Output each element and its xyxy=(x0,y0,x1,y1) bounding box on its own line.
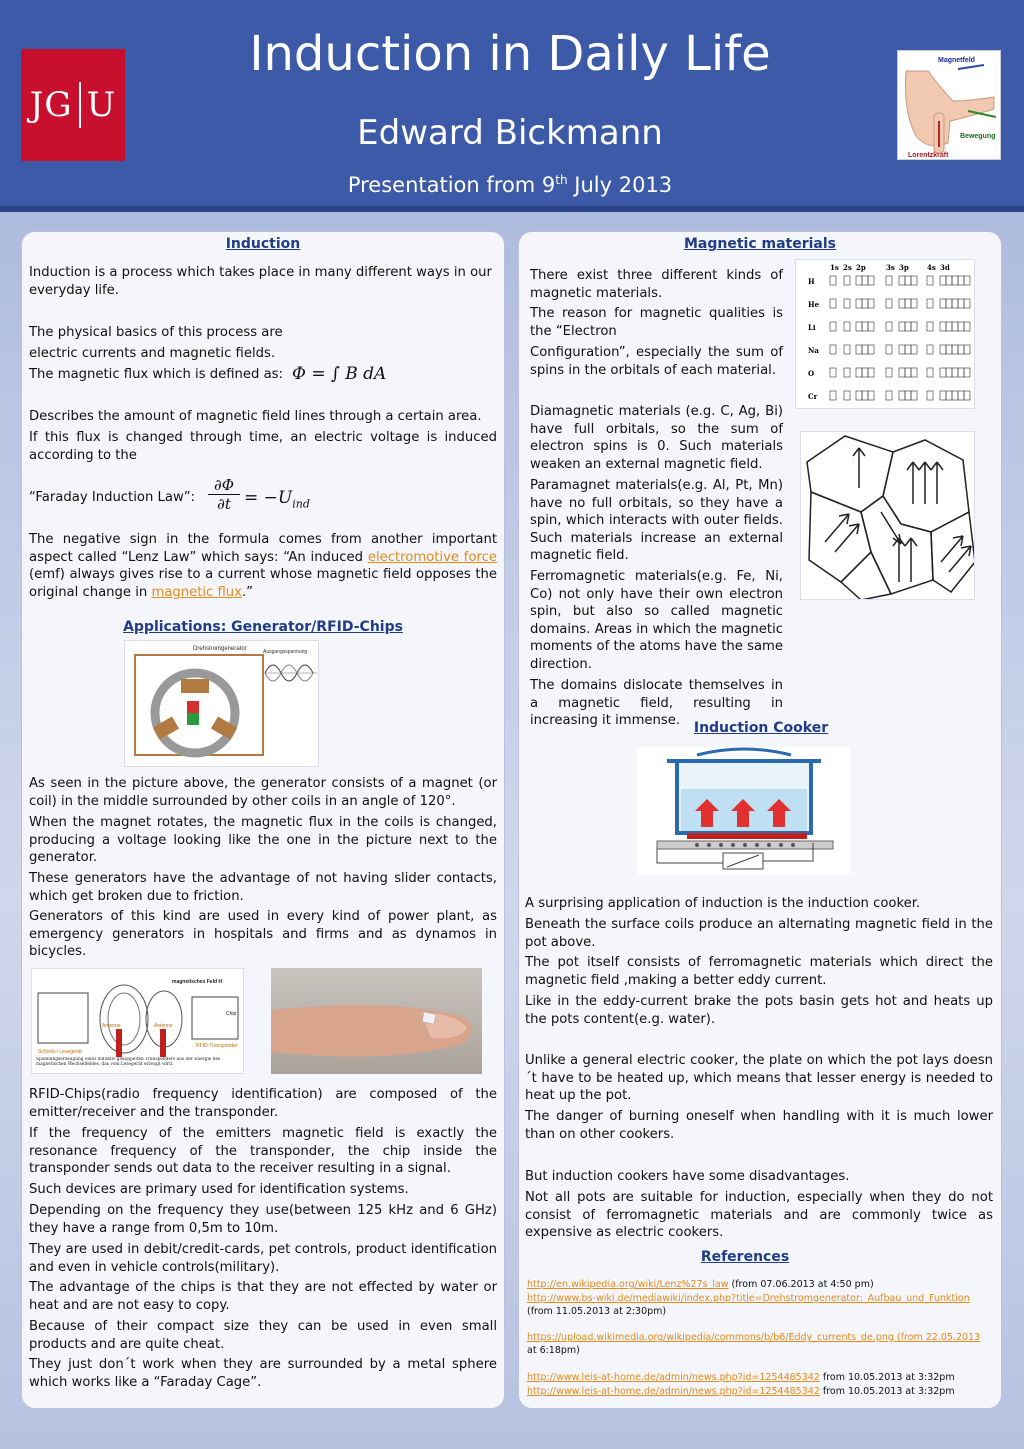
subtitle-post: July 2013 xyxy=(567,173,673,197)
electron-configuration-table xyxy=(795,259,975,409)
orbital-box xyxy=(886,322,892,331)
orbital-box xyxy=(964,299,970,308)
magnetic-p1: There exist three different kinds of magnetic materials. xyxy=(530,268,783,301)
rfid-p2: If the frequency of the emitters magnetic field is exactly the resonance frequency of the transponder, the chip inside the transponder sends out data to the receiver resulting in a signal. xyxy=(29,1126,497,1176)
cooker-p6: The danger of burning oneself when handling with it is much lower than on other cookers. xyxy=(525,1109,993,1142)
reference-item-2 xyxy=(527,1292,987,1318)
reference-date-4: from 10.05.2013 at 3:32pm xyxy=(819,1372,955,1383)
orbital-box xyxy=(868,391,874,400)
generator-p3: These generators have the advantage of not having slider contacts, which get broken due to friction. xyxy=(29,871,497,904)
reference-date-3: at 6:18pm) xyxy=(527,1345,580,1356)
subtitle-sup: th xyxy=(555,173,568,187)
magnetic-flux-link[interactable]: magnetic flux xyxy=(151,584,242,600)
orbital-box xyxy=(946,299,952,308)
logo-divider xyxy=(79,82,81,128)
orbital-box xyxy=(940,391,946,400)
orbital-box xyxy=(905,299,911,308)
paramagnetic-paragraph: Paramagnet materials(e.g. Al, Pt, Mn) have no full orbitals, so they have a spin, which interacts with outer fields. Such materials increase an external magnetic field. xyxy=(530,478,783,563)
orbital-box xyxy=(899,368,905,377)
poster-title: Induction in Daily Life xyxy=(249,26,771,82)
orbital-box xyxy=(899,276,905,285)
induction-title: Induction xyxy=(225,236,301,252)
induction-p3: electric currents and magnetic fields. xyxy=(29,346,276,361)
orbital-box xyxy=(886,299,892,308)
rfid-p7: Because of their compact size they can be used in even small products and are quite cheat. xyxy=(29,1319,497,1352)
orbital-box xyxy=(946,322,952,331)
orbital-box xyxy=(830,276,836,285)
orbital-box xyxy=(886,345,892,354)
generator-image xyxy=(124,640,319,767)
orbital-box xyxy=(856,322,862,331)
orbital-box xyxy=(958,368,964,377)
orbital-box xyxy=(868,345,874,354)
orbital-box xyxy=(940,299,946,308)
reference-item-5 xyxy=(527,1385,987,1398)
induction-p5: Describes the amount of magnetic field lines through a certain area. xyxy=(29,409,482,424)
university-logo xyxy=(21,49,125,161)
element-label: Cr xyxy=(808,392,818,401)
reference-date-5: from 10.05.2013 at 3:32pm xyxy=(819,1386,955,1397)
generator-p4: Generators of this kind are used in every kind of power plant, as emergency generators in hospitals and firms and as dynamos in bicycles. xyxy=(29,909,497,959)
rfid-p6: The advantage of the chips is that they are not effected by water or heat and are not easy to copy. xyxy=(29,1280,497,1313)
hand-label-magnetfeld: Magnetfeld xyxy=(938,57,975,64)
orbital-box xyxy=(905,345,911,354)
orbital-box xyxy=(940,368,946,377)
flux-formula: Φ = ∫ B dA xyxy=(292,364,387,384)
reference-link-3[interactable]: https://upload.wikimedia.org/wikipedia/commons/b/b6/Eddy_currents_de.png (from 22.05.2013 xyxy=(527,1332,981,1343)
orbital-header: 3d xyxy=(940,263,950,272)
orbital-box xyxy=(952,368,958,377)
reference-date-1: (from 07.06.2013 at 4:50 pm) xyxy=(728,1279,874,1290)
orbital-box xyxy=(927,322,933,331)
orbital-box xyxy=(911,276,917,285)
orbital-box xyxy=(958,391,964,400)
orbital-box xyxy=(856,276,862,285)
orbital-box xyxy=(964,322,970,331)
lenz-text-a: The negative sign in the formula comes from another important aspect called “Lenz Law” which says: “An induced xyxy=(29,532,497,565)
magnetic-materials-title: Magnetic materials xyxy=(683,236,837,252)
orbital-box xyxy=(927,368,933,377)
orbital-box xyxy=(958,299,964,308)
orbital-box xyxy=(862,391,868,400)
orbital-box xyxy=(911,368,917,377)
orbital-header: 3s xyxy=(886,263,895,272)
orbital-box xyxy=(844,276,850,285)
lenz-law-paragraph xyxy=(29,531,497,601)
rfid-p1: RFID-Chips(radio frequency identification) are composed of the emitter/receiver and the transponder. xyxy=(29,1087,497,1120)
element-label: Na xyxy=(808,346,819,355)
orbital-box xyxy=(862,345,868,354)
rfid-p5: They are used in debit/credit-cards, pet controls, product identification and even in vehicle controls(military). xyxy=(29,1242,497,1275)
generator-caption: Drehstromgenerator xyxy=(193,646,247,652)
generator-p2: When the magnet rotates, the magnetic flux in the coils is changed, producing a voltage looking like the one in the picture next to the generator. xyxy=(29,815,497,865)
orbital-box xyxy=(830,322,836,331)
orbital-box xyxy=(868,276,874,285)
diamagnetic-paragraph: Diamagnetic materials (e.g. C, Ag, Bi) have full orbitals, so the sum of electron spins is 0. Such materials weaken an external magnetic field. xyxy=(530,404,783,472)
reference-item-1 xyxy=(527,1278,987,1291)
orbital-box xyxy=(911,322,917,331)
orbital-box xyxy=(958,322,964,331)
hand-label-lorentzkraft: Lorentzkraft xyxy=(908,152,949,159)
faraday-denominator: ∂t xyxy=(208,494,240,513)
orbital-box xyxy=(911,345,917,354)
orbital-box xyxy=(905,276,911,285)
orbital-box xyxy=(856,391,862,400)
orbital-box xyxy=(952,345,958,354)
orbital-box xyxy=(868,368,874,377)
orbital-box xyxy=(830,368,836,377)
reference-link-2[interactable]: http://www.bs-wiki.de/mediawiki/index.php?title=Drehstromgenerator:_Aufbau_und_Funktion xyxy=(527,1293,970,1304)
induction-p4: The magnetic flux which is defined as: xyxy=(29,367,283,382)
orbital-box xyxy=(886,276,892,285)
orbital-box xyxy=(946,345,952,354)
orbital-box xyxy=(952,276,958,285)
reference-date-2: (from 11.05.2013 at 2:30pm) xyxy=(527,1306,667,1317)
subtitle-pre: Presentation from 9 xyxy=(347,173,556,197)
orbital-header: 1s xyxy=(830,263,839,272)
orbital-box xyxy=(905,322,911,331)
orbital-box xyxy=(940,345,946,354)
orbital-box xyxy=(964,276,970,285)
orbital-box xyxy=(886,368,892,377)
orbital-box xyxy=(964,345,970,354)
rfid-caption: Spannungserzeugung eines induktiv gekoppelten Transponders aus der Energie des magnetischen Wechselfeldes, das vom Lesegerät erzeugt wird. xyxy=(36,1057,221,1067)
logo-right-text: U xyxy=(86,85,117,125)
orbital-box xyxy=(899,299,905,308)
emf-link[interactable]: electromotive force xyxy=(367,549,498,565)
lenz-text-c: .” xyxy=(241,584,253,600)
orbital-box xyxy=(958,276,964,285)
ferromagnetic-paragraph: Ferromagnetic materials(e.g. Fe, Ni, Co) not only have their own electron spin, but also so called magnetic domains. Areas in which the magnetic moments of the atoms have the same direction. xyxy=(530,569,783,672)
rfid-label-transponder: RFID-Transponder xyxy=(196,1043,238,1049)
orbital-box xyxy=(927,276,933,285)
orbital-box xyxy=(830,345,836,354)
cooker-p8: Not all pots are suitable for induction, especially when they do not consist of ferromagnetic materials and are commonly twice as expensive as electric cookers. xyxy=(525,1190,993,1240)
orbital-header: 2p xyxy=(856,263,866,272)
induction-cooker-image xyxy=(637,747,850,875)
orbital-box xyxy=(856,299,862,308)
orbital-box xyxy=(856,368,862,377)
rfid-p3: Such devices are primary used for identification systems. xyxy=(29,1182,409,1197)
faraday-numerator: ∂Φ xyxy=(213,476,235,494)
rfid-label-antenne2: Antenne xyxy=(154,1023,173,1029)
induction-p2: The physical basics of this process are xyxy=(29,325,283,340)
orbital-box xyxy=(899,391,905,400)
domains-paragraph: The domains dislocate themselves in a magnetic field, resulting in increasing it immense. xyxy=(530,678,783,728)
right-hand-rule-image xyxy=(897,50,1001,160)
cooker-p1: A surprising application of induction is the induction cooker. xyxy=(525,896,921,911)
poster-subtitle xyxy=(150,173,870,197)
cooker-p5: Unlike a general electric cooker, the plate on which the pot lays doesn´t have to be heated up, which means that lesser energy is needed to heat up the pot. xyxy=(525,1053,993,1103)
orbital-box xyxy=(927,391,933,400)
orbital-box xyxy=(862,368,868,377)
induction-cooker-title: Induction Cooker xyxy=(693,720,829,736)
magnetic-p2: The reason for magnetic qualities is the “Electron xyxy=(530,306,783,339)
orbital-box xyxy=(844,299,850,308)
induction-p1: Induction is a process which takes place in many different ways in our everyday life. xyxy=(29,265,492,298)
orbital-box xyxy=(946,368,952,377)
rfid-p4: Depending on the frequency they use(between 125 kHz and 6 GHz) they have a range from 0,5m to 10m. xyxy=(29,1203,497,1236)
references-title: References xyxy=(700,1249,790,1265)
orbital-box xyxy=(856,345,862,354)
cooker-p2: Beneath the surface coils produce an alternating magnetic field in the pot above. xyxy=(525,917,993,950)
magnetic-domains-image xyxy=(800,431,975,600)
logo-left-text: JG xyxy=(29,85,73,125)
orbital-box xyxy=(927,299,933,308)
poster-author: Edward Bickmann xyxy=(357,113,663,153)
element-label: H xyxy=(808,277,815,286)
orbital-box xyxy=(911,391,917,400)
orbital-box xyxy=(844,391,850,400)
orbital-box xyxy=(830,299,836,308)
element-label: O xyxy=(808,369,815,378)
orbital-box xyxy=(862,276,868,285)
element-label: He xyxy=(808,300,820,309)
reference-link-1[interactable]: http://en.wikipedia.org/wiki/Lenz%27s_law xyxy=(527,1279,729,1290)
faraday-rhs-sub: ind xyxy=(292,497,310,511)
induction-p6: If this flux is changed through time, an electric voltage is induced according to the xyxy=(29,430,497,463)
orbital-box xyxy=(946,276,952,285)
orbital-header: 3p xyxy=(899,263,909,272)
generator-p1: As seen in the picture above, the generator consists of a magnet (or coil) in the middle surrounded by other coils in an angle of 120°. xyxy=(29,776,497,809)
hand-label-bewegung: Bewegung xyxy=(960,133,996,140)
rfid-label-antenne1: Antenne xyxy=(102,1023,121,1029)
orbital-header: 2s xyxy=(843,263,852,272)
rfid-label-reader: Schreib-/ Lesegerät xyxy=(38,1049,82,1055)
orbital-box xyxy=(940,322,946,331)
orbital-box xyxy=(905,368,911,377)
rfid-label-field: magnetisches Feld H xyxy=(172,979,223,985)
orbital-box xyxy=(952,299,958,308)
cooker-p3: The pot itself consists of ferromagnetic materials which direct the magnetic field ,making a better eddy current. xyxy=(525,955,993,988)
lenz-text-b: (emf) always gives rise to a current whose magnetic field opposes the original change in xyxy=(29,567,497,600)
induction-p7: “Faraday Induction Law”: xyxy=(29,490,196,505)
orbital-box xyxy=(868,322,874,331)
orbital-box xyxy=(830,391,836,400)
rfid-schematic-image xyxy=(31,968,244,1074)
orbital-box xyxy=(964,391,970,400)
cooker-p4: Like in the eddy-current brake the pots basin gets hot and heats up the pots content(e.g. water). xyxy=(525,994,993,1027)
rfid-p8: They just don´t work when they are surrounded by a metal sphere which works like a “Faraday Cage”. xyxy=(29,1357,497,1390)
orbital-box xyxy=(868,299,874,308)
orbital-box xyxy=(844,368,850,377)
faraday-rhs-main: = −U xyxy=(244,488,293,508)
orbital-header: 4s xyxy=(927,263,936,272)
orbital-box xyxy=(952,391,958,400)
orbital-box xyxy=(886,391,892,400)
orbital-box xyxy=(862,299,868,308)
orbital-box xyxy=(844,345,850,354)
orbital-box xyxy=(905,391,911,400)
orbital-box xyxy=(844,322,850,331)
generator-graph-label: Ausgangsspannung xyxy=(263,649,308,655)
orbital-box xyxy=(940,276,946,285)
orbital-box xyxy=(964,368,970,377)
cooker-p7: But induction cookers have some disadvantages. xyxy=(525,1169,850,1184)
reference-item-3 xyxy=(527,1331,987,1357)
faraday-rhs xyxy=(244,488,310,510)
orbital-box xyxy=(899,345,905,354)
poster-header xyxy=(0,0,1024,212)
reference-link-5[interactable]: http://www.leis-at-home.de/admin/news.php?id=1254485342 xyxy=(527,1386,820,1397)
rfid-chip-finger-photo xyxy=(271,968,482,1074)
faraday-formula xyxy=(208,476,240,513)
orbital-box xyxy=(862,322,868,331)
reference-item-4 xyxy=(527,1371,987,1384)
orbital-box xyxy=(911,299,917,308)
applications-title: Applications: Generator/RFID-Chips xyxy=(123,619,403,635)
element-label: Li xyxy=(808,323,816,332)
reference-link-4[interactable]: http://www.leis-at-home.de/admin/news.php?id=1254485342 xyxy=(527,1372,820,1383)
magnetic-p3: Configuration”, especially the sum of spins in the orbitals of each material. xyxy=(530,345,783,378)
orbital-box xyxy=(927,345,933,354)
orbital-box xyxy=(952,322,958,331)
orbital-box xyxy=(958,345,964,354)
rfid-label-chip: Chip xyxy=(226,1011,237,1017)
orbital-box xyxy=(899,322,905,331)
orbital-box xyxy=(946,391,952,400)
